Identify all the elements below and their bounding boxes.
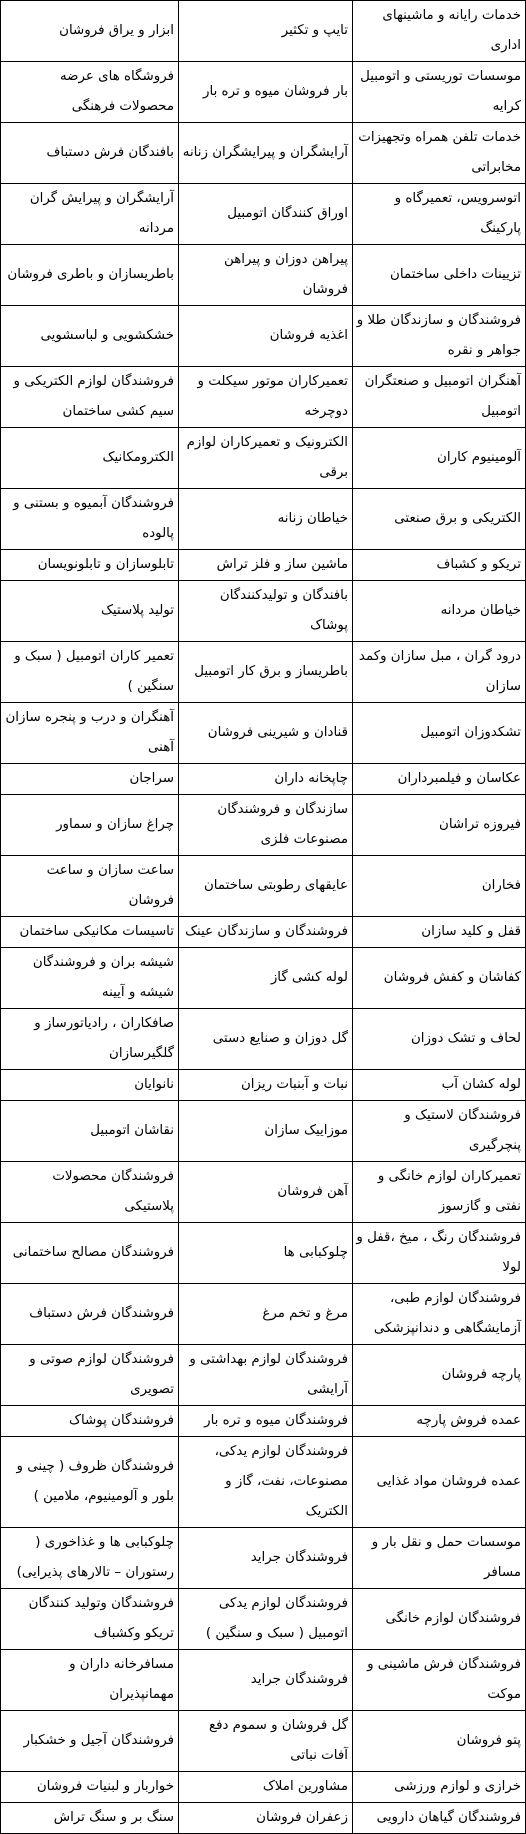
table-cell: فروشندگان مصالح ساختمانی [1, 1223, 179, 1284]
table-cell: آهن فروشان [179, 1162, 353, 1223]
table-row [1, 367, 526, 428]
table-row [1, 428, 526, 489]
table-row [1, 306, 526, 367]
table-cell: عایقهای رطوبتی ساختمان [179, 856, 353, 917]
table-row [1, 917, 526, 948]
table-cell: آرایشگران و پیرایشگران زنانه [179, 123, 353, 184]
table-cell: پتو فروشان [353, 1711, 526, 1772]
table-cell: فروشندگان لوازم یدکی اتومبیل ( سبک و سنگین ) [179, 1589, 353, 1650]
table-row [1, 245, 526, 306]
table-cell: الکترومکانیک [1, 428, 179, 489]
table-cell: الکتریکی و برق صنعتی [353, 489, 526, 550]
table-cell: پارچه فروشان [353, 1345, 526, 1406]
table-cell: قنادان و شیرینی فروشان [179, 703, 353, 764]
table-cell: خیاطان زنانه [179, 489, 353, 550]
table-row [1, 62, 526, 123]
table-cell: فیروزه تراشان [353, 795, 526, 856]
table-cell: سنگ بر و سنگ تراش [1, 1803, 179, 1834]
table-cell: خرازی و لوازم ورزشی [353, 1772, 526, 1803]
table-cell: درود گران ، مبل سازان وکمد سازان [353, 642, 526, 703]
table-cell: مرغ و تخم مرغ [179, 1284, 353, 1345]
table-row [1, 1284, 526, 1345]
table-row [1, 856, 526, 917]
table-cell: تشکدوزان اتومبیل [353, 703, 526, 764]
table-row [1, 1589, 526, 1650]
table-cell: نبات و آبنبات ریزان [179, 1070, 353, 1101]
table-cell: فخاران [353, 856, 526, 917]
table-row [1, 1345, 526, 1406]
table-cell: فروشندگان وتولید کنندگان تریکو وکشباف [1, 1589, 179, 1650]
table-cell: فروشندگان لوازم صوتی و تصویری [1, 1345, 179, 1406]
table-cell: تزیینات داخلی ساختمان [353, 245, 526, 306]
table-cell: تریکو و کشباف [353, 550, 526, 581]
table-cell: سازندگان و فروشندگان مصنوعات فلزی [179, 795, 353, 856]
table-cell: فروشندگان آجیل و خشکبار [1, 1711, 179, 1772]
table-cell: گل فروشان و سموم دفع آفات نباتی [179, 1711, 353, 1772]
table-cell: موزاییک سازان [179, 1101, 353, 1162]
table-cell: فروشندگان لاستیک و پنچرگیری [353, 1101, 526, 1162]
table-cell: قفل و کلید سازان [353, 917, 526, 948]
table-cell: فروشندگان میوه و تره بار [179, 1406, 353, 1437]
table-cell: الکترونیک و تعمیرکاران لوازم برقی [179, 428, 353, 489]
table-row [1, 1162, 526, 1223]
table-cell: چاپخانه داران [179, 764, 353, 795]
table-cell: چراغ سازان و سماور [1, 795, 179, 856]
table-cell: اغذیه فروشان [179, 306, 353, 367]
table-cell: فروشندگان فرش دستباف [1, 1284, 179, 1345]
table-cell: تاسیسات مکانیکی ساختمان [1, 917, 179, 948]
table-row [1, 1772, 526, 1803]
table-row [1, 1009, 526, 1070]
table-cell: لوله کشی گاز [179, 948, 353, 1009]
table-cell: گل دوزان و صنایع دستی [179, 1009, 353, 1070]
table-cell: موسسات توریستی و اتومبیل کرایه [353, 62, 526, 123]
table-cell: بافندگان و تولیدکنندگان پوشاک [179, 581, 353, 642]
table-row [1, 1406, 526, 1437]
table-cell: فروشندگان لوازم الکتریکی و سیم کشی ساختمان [1, 367, 179, 428]
table-cell: عمده فروش پارچه [353, 1406, 526, 1437]
table-row [1, 642, 526, 703]
table-cell: فروشندگان و سازندگان طلا و جواهر و نقره [353, 306, 526, 367]
table-cell: فروشندگان لوازم بهداشتی و آرایشی [179, 1345, 353, 1406]
table-cell: بار فروشان میوه و تره بار [179, 62, 353, 123]
table-cell: خدمات تلفن همراه وتجهیزات مخابراتی [353, 123, 526, 184]
table-cell: فروشندگان ظروف ( چینی و بلور و آلومینیوم، ملامین ) [1, 1437, 179, 1528]
table-row [1, 764, 526, 795]
table-cell: مشاورین املاک [179, 1772, 353, 1803]
table-row [1, 1650, 526, 1711]
table-row [1, 123, 526, 184]
table-cell: فروشندگان و سازندگان عینک [179, 917, 353, 948]
table-row [1, 550, 526, 581]
table-row [1, 948, 526, 1009]
table-cell: صافکاران ، رادیاتورساز و گلگیرسازان [1, 1009, 179, 1070]
table-cell: چلوکبابی ها [179, 1223, 353, 1284]
table-row [1, 1223, 526, 1284]
table-cell: لحاف و تشک دوزان [353, 1009, 526, 1070]
table-row [1, 1, 526, 62]
table-row [1, 1437, 526, 1528]
table-cell: چلوکبابی ها و غذاخوری ( رستوران – تالارهای پذیرایی) [1, 1528, 179, 1589]
table-row [1, 581, 526, 642]
table-cell: فروشندگان رنگ ، میخ ،قفل و لولا [353, 1223, 526, 1284]
table-cell: فروشندگان جراید [179, 1528, 353, 1589]
table-cell: فروشندگان لوازم خانگی [353, 1589, 526, 1650]
table-cell: تابلوسازان و تابلونویسان [1, 550, 179, 581]
table-cell: زعفران فروشان [179, 1803, 353, 1834]
table-cell: خیاطان مردانه [353, 581, 526, 642]
table-cell: اتوسرویس، تعمیرگاه و پارکینگ [353, 184, 526, 245]
table-cell: فروشندگان لوازم طبی، آزمایشگاهی و دندانپزشکی [353, 1284, 526, 1345]
table-cell: خشکشویی و لباسشویی [1, 306, 179, 367]
table-cell: فروشندگان گیاهان دارویی [353, 1803, 526, 1834]
table-row [1, 795, 526, 856]
table-cell: خواربار و لبنیات فروشان [1, 1772, 179, 1803]
table-cell: ساعت سازان و ساعت فروشان [1, 856, 179, 917]
table-cell: کفاشان و کفش فروشان [353, 948, 526, 1009]
table-cell: باطریسازان و باطری فروشان [1, 245, 179, 306]
table-cell: سراجان [1, 764, 179, 795]
table-cell: تعمیرکاران موتور سیکلت و دوچرخه [179, 367, 353, 428]
table-cell: عکاسان و فیلمبرداران [353, 764, 526, 795]
table-cell: فروشندگان لوازم یدکی، مصنوعات، نفت، گاز و الکتریک [179, 1437, 353, 1528]
table-cell: تایپ و تکثیر [179, 1, 353, 62]
table-cell: لوله کشان آب [353, 1070, 526, 1101]
table-cell: نقاشان اتومبیل [1, 1101, 179, 1162]
table-row [1, 1803, 526, 1834]
table-cell: تعمیر کاران اتومبیل ( سبک و سنگین ) [1, 642, 179, 703]
table-cell: موسسات حمل و نقل بار و مسافر [353, 1528, 526, 1589]
table-row [1, 1101, 526, 1162]
table-cell: ابزار و یراق فروشان [1, 1, 179, 62]
table-cell: ماشین ساز و فلز تراش [179, 550, 353, 581]
table-cell: مسافرخانه داران و مهمانپذیران [1, 1650, 179, 1711]
table-cell: خدمات رایانه و ماشینهای اداری [353, 1, 526, 62]
table-row [1, 1070, 526, 1101]
table-cell: عمده فروشان مواد غذایی [353, 1437, 526, 1528]
table-cell: فروشگاه های عرضه محصولات فرهنگی [1, 62, 179, 123]
table-cell: باطریساز و برق کار اتومبیل [179, 642, 353, 703]
table-cell: فروشندگان فرش ماشینی و موکت [353, 1650, 526, 1711]
table-cell: تولید پلاستیک [1, 581, 179, 642]
table-cell: نانوایان [1, 1070, 179, 1101]
table-cell: تعمیرکاران لوازم خانگی و نفتی و گازسوز [353, 1162, 526, 1223]
table-cell: فروشندگان محصولات پلاستیکی [1, 1162, 179, 1223]
table-cell: اوراق کنندگان اتومبیل [179, 184, 353, 245]
table-cell: پیراهن دوزان و پیراهن فروشان [179, 245, 353, 306]
table-cell: آرایشگران و پیرایش گران مردانه [1, 184, 179, 245]
table-cell: شیشه بران و فروشندگان شیشه و آیینه [1, 948, 179, 1009]
table-row [1, 184, 526, 245]
table-cell: آهنگران و درب و پنجره سازان آهنی [1, 703, 179, 764]
table-cell: آلومینیوم کاران [353, 428, 526, 489]
table-row [1, 489, 526, 550]
table-cell: آهنگران اتومبیل و صنعتگران اتومبیل [353, 367, 526, 428]
table-cell: فروشندگان آبمیوه و بستنی و پالوده [1, 489, 179, 550]
table-row [1, 1528, 526, 1589]
table-cell: فروشندگان جراید [179, 1650, 353, 1711]
table-cell: بافندگان فرش دستباف [1, 123, 179, 184]
guild-list-body [1, 1, 526, 1834]
table-row [1, 703, 526, 764]
table-row [1, 1711, 526, 1772]
table-cell: فروشندگان پوشاک [1, 1406, 179, 1437]
